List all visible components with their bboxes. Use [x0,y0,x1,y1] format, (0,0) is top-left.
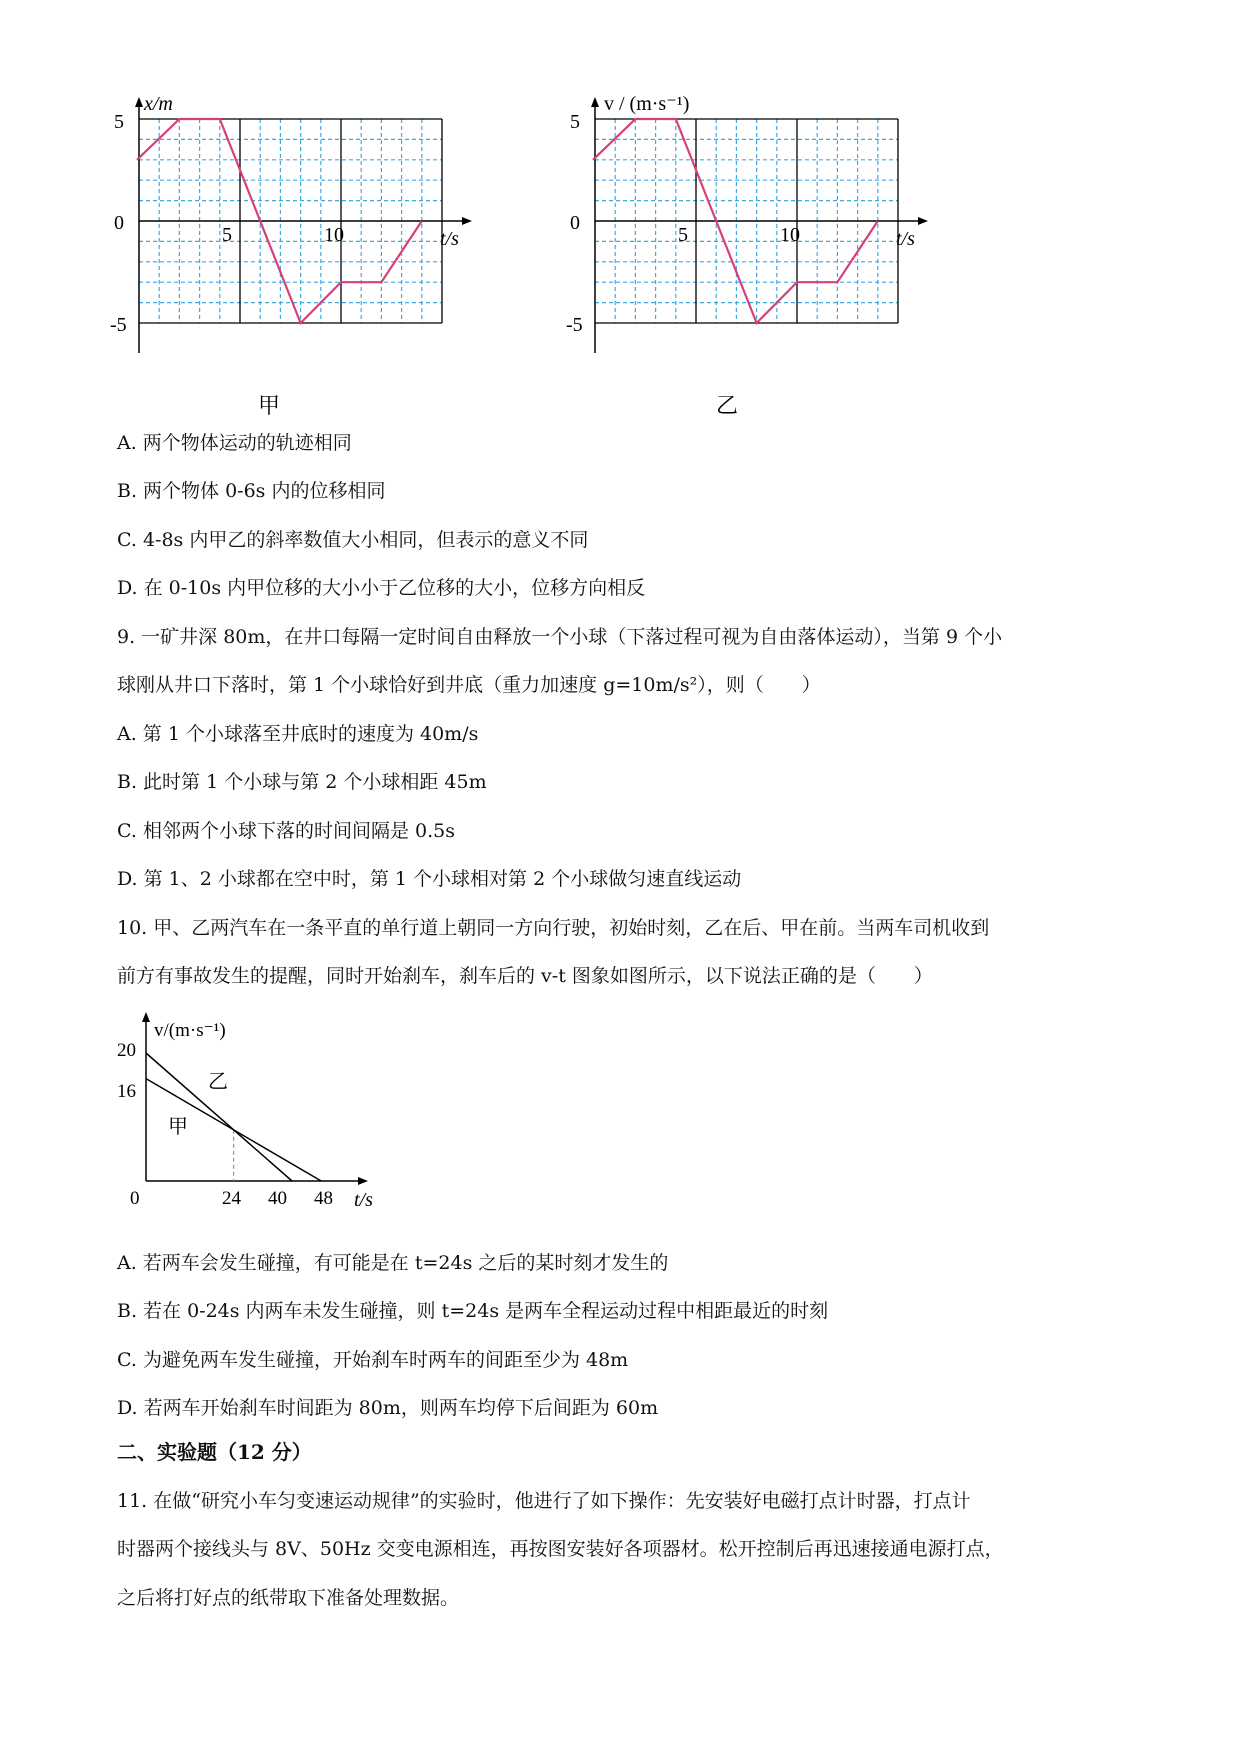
series-label-jia: 甲 [168,1116,188,1138]
q10-stem-line2: 前方有事故发生的提醒，同时开始刹车，刹车后的 v-t 图象如图所示，以下说法正确的是（ ） [117,965,933,987]
q9-option-b: B. 此时第 1 个小球与第 2 个小球相距 45m [117,771,487,793]
x-tick-5: 5 [678,224,688,246]
q10-option-b: B. 若在 0-24s 内两车未发生碰撞，则 t=24s 是两车全程运动过程中相距最近的时刻 [117,1300,829,1322]
q8-option-d: D. 在 0-10s 内甲位移的大小小于乙位移的大小，位移方向相反 [117,577,646,599]
q11-line1: 11. 在做“研究小车匀变速运动规律”的实验时，他进行了如下操作：先安装好电磁打点计时器，打点计 [117,1490,971,1512]
q10-vt-graph [110,1010,400,1210]
q11-line2: 时器两个接线头与 8V、50Hz 交变电源相连，再按图安装好各项器材。松开控制后再迅速接通电源打点， [117,1538,1004,1560]
y-tick-0: 0 [114,212,124,234]
q9-option-d: D. 第 1、2 小球都在空中时，第 1 个小球相对第 2 个小球做匀速直线运动 [117,868,742,890]
graph-caption: 甲 [258,393,281,418]
x-axis-arrow [462,217,472,225]
y-tick-16: 16 [117,1081,136,1102]
x-axis-label: t/s [354,1189,373,1210]
y-axis-label: v / (m·s⁻¹) [604,95,690,115]
x-axis-arrow [358,1177,368,1185]
y-axis-arrow [591,97,599,107]
x-axis-label: t/s [440,228,459,250]
x-axis-label: t/s [896,228,915,250]
q10-option-d: D. 若两车开始刹车时间距为 80m，则两车均停下后间距为 60m [117,1397,659,1419]
y-axis-label: v/(m·s⁻¹) [154,1020,226,1041]
y-axis-label: x/m [144,95,173,115]
x-tick-48: 48 [314,1188,333,1209]
q9-option-c: C. 相邻两个小球下落的时间间隔是 0.5s [117,820,455,842]
q8-option-b: B. 两个物体 0-6s 内的位移相同 [117,480,386,502]
y-tick-20: 20 [117,1040,136,1061]
q10-stem-line1: 10. 甲、乙两汽车在一条平直的单行道上朝同一方向行驶，初始时刻，乙在后、甲在前。当两车司机收到 [117,917,990,939]
y-tick-5: 5 [114,111,124,133]
y-tick-0: 0 [570,212,580,234]
q8-option-a: A. 两个物体运动的轨迹相同 [117,432,352,454]
series-label-yi: 乙 [208,1071,228,1093]
section-heading: 二、实验题（12 分） [117,1440,312,1464]
q8-option-c: C. 4-8s 内甲乙的斜率数值大小相同，但表示的意义不同 [117,529,589,551]
y-tick-neg5: -5 [566,314,583,336]
x-tick-10: 10 [780,224,800,246]
q9-option-a: A. 第 1 个小球落至井底时的速度为 40m/s [117,723,479,745]
graph-jia [110,95,530,425]
y-axis-arrow [135,97,143,107]
graph-caption: 乙 [716,393,739,418]
x-tick-40: 40 [268,1188,287,1209]
q11-line3: 之后将打好点的纸带取下准备处理数据。 [117,1587,460,1609]
q10-option-a: A. 若两车会发生碰撞，有可能是在 t=24s 之后的某时刻才发生的 [117,1252,669,1274]
y-axis-arrow [142,1012,150,1022]
x-tick-24: 24 [222,1188,241,1209]
q10-option-c: C. 为避免两车发生碰撞，开始刹车时两车的间距至少为 48m [117,1349,629,1371]
x-tick-10: 10 [324,224,344,246]
x-tick-5: 5 [222,224,232,246]
y-tick-5: 5 [570,111,580,133]
origin-label: 0 [130,1188,140,1209]
graph-yi [566,95,986,425]
q9-stem-line2: 球刚从井口下落时，第 1 个小球恰好到井底（重力加速度 g=10m/s²），则（ ） [117,674,821,696]
q9-stem-line1: 9. 一矿井深 80m，在井口每隔一定时间自由释放一个小球（下落过程可视为自由落体运动），当第 9 个小 [117,626,1003,648]
y-tick-neg5: -5 [110,314,127,336]
x-axis-arrow [918,217,928,225]
